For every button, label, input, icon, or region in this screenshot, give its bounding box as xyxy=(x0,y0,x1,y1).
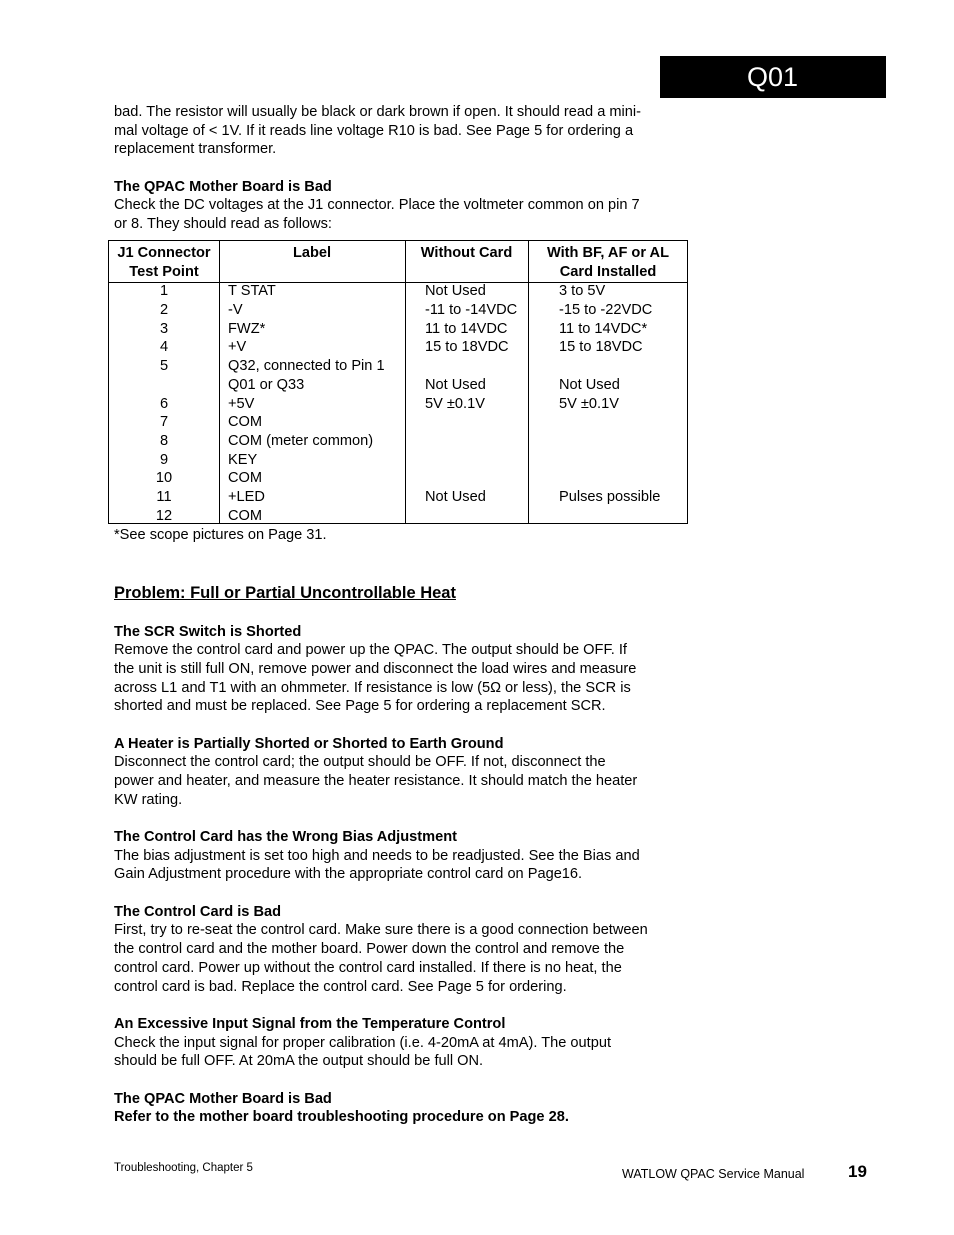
paragraph-line: KW rating. xyxy=(114,791,183,808)
paragraph-line: First, try to re-seat the control card. Make sure there is a good connection between xyxy=(114,922,648,939)
test-point-cell: 10 xyxy=(155,470,173,487)
label-cell: KEY xyxy=(228,451,258,468)
label-cell: +LED xyxy=(228,489,265,505)
label-cell: -V xyxy=(228,302,243,318)
without-card-cell: Not Used xyxy=(425,376,486,393)
test-point-cell: 6 xyxy=(159,395,169,412)
section-heading: A Heater is Partially Shorted or Shorted to Earth Ground xyxy=(114,735,504,752)
with-card-cell: Pulses possible xyxy=(559,489,661,505)
paragraph-line: the unit is still full ON, remove power and disconnect the load wires and measure xyxy=(114,660,637,677)
table-row xyxy=(109,507,687,526)
test-point-cell: 7 xyxy=(159,414,169,431)
paragraph-line: shorted and must be replaced. See Page 5 for ordering a replacement SCR. xyxy=(114,698,606,715)
footer-manual-title: WATLOW QPAC Service Manual xyxy=(622,1167,805,1181)
test-point-cell: 9 xyxy=(159,451,169,468)
table-note: *See scope pictures on Page 31. xyxy=(114,526,327,543)
voltage-table xyxy=(108,240,688,524)
header-label: Label xyxy=(292,244,332,261)
test-point-cell: 11 xyxy=(156,489,172,505)
paragraph-line: across L1 and T1 with an ohmmeter. If resistance is low (5Ω or less), the SCR is xyxy=(114,679,631,696)
with-card-cell: 5V ±0.1V xyxy=(559,395,619,412)
paragraph-line: Refer to the mother board troubleshooting procedure on Page 28. xyxy=(114,1109,569,1126)
with-card-cell: Not Used xyxy=(559,376,620,393)
paragraph-line: the control card and the mother board. Power down the control and remove the xyxy=(114,941,625,958)
label-cell: COM xyxy=(228,470,263,487)
section-heading: The SCR Switch is Shorted xyxy=(114,623,302,640)
without-card-cell: 5V ±0.1V xyxy=(425,395,485,412)
paragraph-line: Check the input signal for proper calibration (i.e. 4-20mA at 4mA). The output xyxy=(114,1034,611,1051)
table-row xyxy=(109,413,687,432)
page-number: 19 xyxy=(848,1162,867,1181)
table-header xyxy=(109,241,687,283)
without-card-cell: Not Used xyxy=(425,283,486,300)
intro-line: bad. The resistor will usually be black or dark brown if open. It should read a mini- xyxy=(114,104,641,120)
intro-line: mal voltage of < 1V. If it reads line voltage R10 is bad. See Page 5 for ordering a xyxy=(114,122,634,139)
with-card-cell: 11 to 14VDC* xyxy=(559,320,648,337)
paragraph-line: Remove the control card and power up the QPAC. The output should be OFF. If xyxy=(114,642,627,659)
with-card-cell: -15 to -22VDC xyxy=(559,302,653,318)
table-row xyxy=(109,357,687,376)
label-cell: Q32, connected to Pin 1 xyxy=(228,358,385,375)
paragraph-line: control card. Power up without the control card installed. If there is no heat, the xyxy=(114,959,622,976)
chapter-tab-label: Q01 xyxy=(747,62,799,92)
without-card-cell: -11 to -14VDC xyxy=(425,302,518,318)
paragraph-line: or 8. They should read as follows: xyxy=(114,216,332,233)
section-heading: The Control Card is Bad xyxy=(114,903,282,920)
paragraph-line: Disconnect the control card; the output should be OFF. If not, disconnect the xyxy=(114,754,606,771)
header-with-card: With BF, AF or AL Card Installed xyxy=(546,244,669,280)
with-card-cell: 3 to 5V xyxy=(559,283,606,300)
test-point-cell: 3 xyxy=(159,320,169,337)
table-row xyxy=(109,320,687,339)
test-point-cell: 5 xyxy=(159,358,169,375)
table-row xyxy=(109,301,687,320)
chapter-tab xyxy=(660,56,886,98)
table-row xyxy=(109,338,687,357)
header-test-point: J1 Connector Test Point xyxy=(117,244,211,280)
section-heading: The QPAC Mother Board is Bad xyxy=(114,1090,332,1107)
table-row xyxy=(109,282,687,301)
intro-line: replacement transformer. xyxy=(114,141,277,158)
without-card-cell: Not Used xyxy=(425,489,486,505)
label-cell: COM xyxy=(228,507,263,524)
table-row xyxy=(109,451,687,470)
table-row xyxy=(109,395,687,414)
table-row xyxy=(109,432,687,451)
without-card-cell: 15 to 18VDC xyxy=(425,339,509,356)
label-cell: +5V xyxy=(228,395,255,412)
paragraph-line: Check the DC voltages at the J1 connector. Place the voltmeter common on pin 7 xyxy=(114,197,640,214)
test-point-cell: 2 xyxy=(159,302,169,318)
paragraph-line: should be full OFF. At 20mA the output should be full ON. xyxy=(114,1053,484,1070)
label-cell: Q01 or Q33 xyxy=(228,376,305,393)
label-cell: COM xyxy=(228,414,263,431)
test-point-cell: 8 xyxy=(159,432,169,449)
label-cell: COM (meter common) xyxy=(228,432,374,449)
paragraph-line: The bias adjustment is set too high and needs to be readjusted. See the Bias and xyxy=(114,847,640,864)
header-without-card: Without Card xyxy=(420,244,513,261)
test-point-cell: 4 xyxy=(159,339,169,356)
paragraph-line: control card is bad. Replace the control card. See Page 5 for ordering. xyxy=(114,978,567,995)
section-heading: The QPAC Mother Board is Bad xyxy=(114,178,332,195)
test-point-cell: 12 xyxy=(155,507,173,524)
problem-title: Problem: Full or Partial Uncontrollable Heat xyxy=(114,583,456,602)
label-cell: T STAT xyxy=(228,283,276,300)
section-heading: An Excessive Input Signal from the Temperature Control xyxy=(114,1015,506,1032)
footer-chapter: Troubleshooting, Chapter 5 xyxy=(114,1162,253,1174)
table-row xyxy=(109,376,687,395)
page-content xyxy=(114,103,686,1127)
paragraph-line: Gain Adjustment procedure with the appropriate control card on Page16. xyxy=(114,866,583,883)
test-point-cell: 1 xyxy=(159,283,169,300)
label-cell: +V xyxy=(228,339,247,356)
paragraph-line: power and heater, and measure the heater resistance. It should match the heater xyxy=(114,773,638,790)
with-card-cell: 15 to 18VDC xyxy=(559,339,643,356)
section-heading: The Control Card has the Wrong Bias Adjustment xyxy=(114,829,457,846)
without-card-cell: 11 to 14VDC xyxy=(425,320,508,337)
label-cell: FWZ* xyxy=(228,320,266,337)
table-row xyxy=(109,469,687,488)
table-row xyxy=(109,488,687,507)
